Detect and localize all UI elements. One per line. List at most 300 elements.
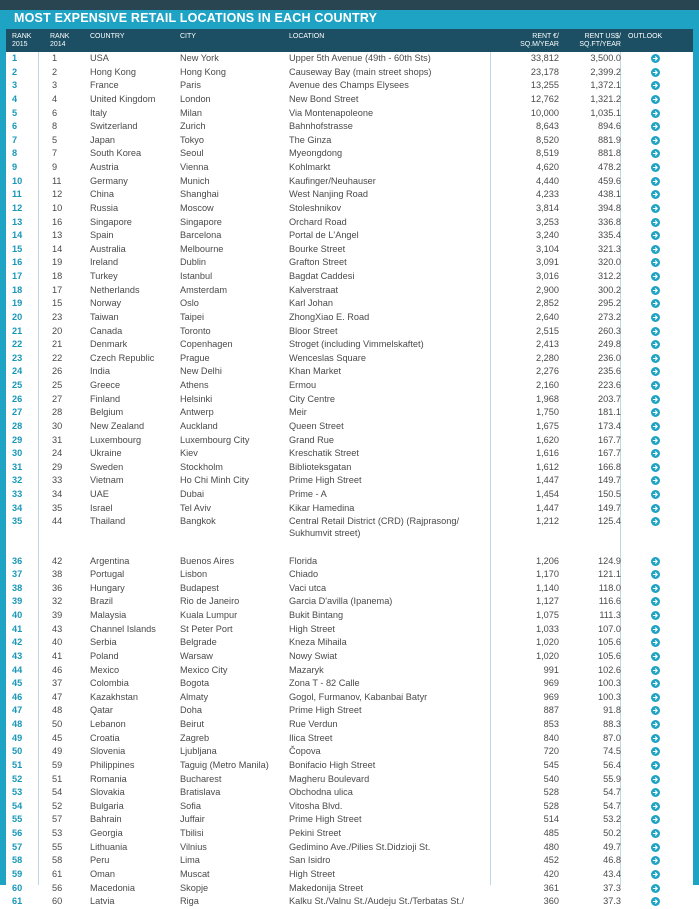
- country-cell: Greece: [90, 380, 121, 390]
- rank-2015-cell: 17: [12, 271, 23, 281]
- rank-2015-cell: 27: [12, 407, 23, 418]
- arrow-circle-right-icon: [651, 313, 660, 322]
- rent-usd-cell: 53.2: [603, 814, 621, 825]
- arrow-circle-right-icon: [651, 815, 660, 824]
- rent-eur-cell: 1,170: [536, 569, 559, 580]
- rent-usd-cell: 102.6: [598, 664, 621, 675]
- arrow-circle-right-icon: [651, 829, 660, 838]
- rent-eur-cell: 540: [543, 773, 559, 784]
- rent-usd-cell: 121.1: [598, 569, 621, 580]
- table-row: [6, 841, 693, 855]
- city-cell: Vilnius: [180, 841, 207, 852]
- rank-2014-cell: 51: [52, 773, 63, 784]
- arrow-circle-right-icon: [651, 204, 660, 213]
- rank-2014-cell: 1: [52, 53, 58, 63]
- rank-2015-cell: 31: [12, 461, 23, 472]
- location-cell: Stroget (including Vimmelskaftet): [289, 339, 424, 350]
- table-row: [6, 284, 693, 298]
- country-cell: Romania: [90, 773, 127, 784]
- rent-eur-cell: 23,178: [530, 66, 559, 77]
- rent-usd-cell: 336.8: [598, 216, 621, 227]
- city-cell: Antwerp: [180, 407, 214, 418]
- arrow-circle-right-icon: [651, 666, 660, 675]
- arrow-circle-right-icon: [651, 584, 660, 593]
- rent-eur-cell: 10,000: [530, 107, 559, 118]
- rank-2015-cell: 45: [12, 678, 23, 689]
- rent-usd-cell: 88.3: [603, 719, 621, 729]
- arrow-circle-right-icon: [651, 422, 660, 431]
- city-cell: Istanbul: [180, 271, 213, 281]
- rank-2014-cell: 5: [52, 134, 58, 145]
- country-cell: Lithuania: [90, 841, 128, 852]
- location-cell: Čopova: [289, 746, 321, 757]
- rank-2014-cell: 55: [52, 841, 63, 852]
- rank-2014-cell: 35: [52, 502, 63, 513]
- arrow-circle-right-icon: [651, 218, 660, 227]
- city-cell: Dublin: [180, 257, 207, 268]
- rank-2015-cell: 43: [12, 650, 23, 661]
- rent-eur-cell: 3,016: [536, 271, 559, 281]
- table-row: [6, 759, 693, 773]
- rank-2015-cell: 34: [12, 502, 23, 513]
- rent-usd-cell: 167.7: [598, 448, 621, 459]
- rent-eur-cell: 12,762: [530, 93, 559, 104]
- location-cell: Vaci utca: [289, 582, 327, 593]
- rent-usd-cell: 1,372.1: [590, 80, 621, 91]
- location-cell: Kaufinger/Neuhauser: [289, 175, 376, 186]
- rank-2014-cell: 60: [52, 896, 63, 907]
- table-row: [6, 93, 693, 107]
- rent-eur-cell: 480: [543, 841, 559, 852]
- arrow-circle-right-icon: [651, 517, 660, 526]
- header-outlook: OUTLOOK: [628, 33, 663, 40]
- rank-2014-cell: 21: [52, 339, 63, 350]
- country-cell: Japan: [90, 134, 116, 145]
- location-cell: Meir: [289, 407, 307, 418]
- rent-usd-cell: 111.3: [599, 610, 621, 620]
- arrow-circle-right-icon: [651, 870, 660, 879]
- city-cell: Doha: [180, 705, 202, 716]
- location-cell: Garcia D'avilla (Ipanema): [289, 596, 393, 607]
- rank-2014-cell: 28: [52, 407, 63, 418]
- location-cell: Prime High Street: [289, 705, 362, 716]
- table-row: [6, 107, 693, 121]
- city-cell: London: [180, 93, 211, 104]
- city-cell: New Delhi: [180, 366, 222, 377]
- location-cell: Kalverstraat: [289, 284, 339, 295]
- country-cell: UAE: [90, 489, 109, 499]
- rank-2015-cell: 11: [12, 189, 22, 200]
- arrow-circle-right-icon: [651, 54, 660, 63]
- city-cell: St Peter Port: [180, 623, 233, 634]
- country-cell: Ukraine: [90, 448, 122, 459]
- rent-usd-cell: 235.6: [598, 366, 621, 377]
- city-cell: Sofia: [180, 800, 201, 811]
- table-row: [6, 52, 693, 66]
- rent-usd-cell: 55.9: [603, 773, 621, 784]
- country-cell: Colombia: [90, 678, 129, 689]
- rank-2014-cell: 20: [52, 325, 63, 336]
- location-cell: Kohlmarkt: [289, 162, 331, 172]
- table-row: [6, 555, 693, 569]
- rank-2015-cell: 9: [12, 162, 18, 172]
- rank-2014-cell: 52: [52, 800, 63, 811]
- country-cell: Denmark: [90, 339, 128, 350]
- rent-eur-cell: 2,280: [536, 352, 559, 363]
- rank-2014-cell: 14: [52, 243, 63, 254]
- city-cell: Beirut: [180, 719, 205, 729]
- city-cell: Belgrade: [180, 637, 217, 648]
- country-cell: Portugal: [90, 569, 125, 580]
- rank-2014-cell: 10: [52, 202, 63, 213]
- country-cell: Macedonia: [90, 882, 135, 893]
- table-row: [6, 650, 693, 664]
- rent-usd-cell: 87.0: [603, 732, 621, 743]
- table-row: [6, 311, 693, 325]
- rent-eur-cell: 3,091: [536, 257, 559, 268]
- rent-eur-cell: 8,519: [536, 148, 559, 159]
- arrow-circle-right-icon: [651, 490, 660, 499]
- rank-2014-cell: 2: [52, 66, 58, 77]
- city-cell: Vienna: [180, 162, 209, 172]
- country-cell: France: [90, 80, 119, 91]
- rank-2014-cell: 25: [52, 380, 63, 390]
- country-cell: Channel Islands: [90, 623, 156, 634]
- arrow-circle-right-icon: [651, 231, 660, 240]
- rank-2015-cell: 19: [12, 298, 23, 309]
- rank-2014-cell: 38: [52, 569, 63, 580]
- location-cell: Kreschatik Street: [289, 448, 359, 459]
- city-cell: Mexico City: [180, 664, 228, 675]
- rank-2015-cell: 12: [12, 202, 23, 213]
- rank-2015-cell: 2: [12, 66, 18, 77]
- rent-usd-cell: 54.7: [603, 800, 621, 811]
- rank-2015-cell: 7: [12, 134, 18, 145]
- rent-eur-cell: 4,620: [536, 162, 559, 172]
- location-cell: Prime High Street: [289, 475, 362, 486]
- rent-usd-cell: 881.8: [598, 148, 621, 159]
- table-row: [6, 664, 693, 678]
- city-cell: Tokyo: [180, 134, 204, 145]
- arrow-circle-right-icon: [651, 775, 660, 784]
- country-cell: India: [90, 366, 110, 377]
- table-row: [6, 623, 693, 637]
- rent-usd-cell: 236.0: [598, 352, 621, 363]
- table-row: [6, 256, 693, 270]
- country-cell: Spain: [90, 230, 114, 241]
- country-cell: Qatar: [90, 705, 113, 716]
- arrow-circle-right-icon: [651, 693, 660, 702]
- rank-2014-cell: 49: [52, 746, 63, 757]
- rank-2015-cell: 15: [12, 243, 23, 254]
- rank-2015-cell: 55: [12, 814, 23, 825]
- country-cell: New Zealand: [90, 420, 145, 431]
- rank-2015-cell: 35: [12, 516, 23, 527]
- rank-2015-cell: 61: [12, 896, 23, 907]
- location-cell: Kneza Mihaila: [289, 637, 347, 648]
- rent-eur-cell: 514: [543, 814, 559, 825]
- top-frame-band: [0, 0, 699, 10]
- rank-2014-cell: 24: [52, 448, 63, 459]
- rent-eur-cell: 4,440: [536, 175, 559, 186]
- rent-usd-cell: 3,500.0: [590, 53, 621, 63]
- rent-usd-cell: 1,035.1: [590, 107, 621, 118]
- city-cell: Taipei: [180, 311, 205, 322]
- arrow-circle-right-icon: [651, 190, 660, 199]
- rent-eur-cell: 840: [543, 732, 559, 743]
- location-cell: Bukit Bintang: [289, 610, 344, 620]
- rent-eur-cell: 1,750: [536, 407, 559, 418]
- rent-eur-cell: 3,104: [536, 243, 559, 254]
- city-cell: Stockholm: [180, 461, 223, 472]
- country-cell: Germany: [90, 175, 128, 186]
- table-row: [6, 202, 693, 216]
- rent-eur-cell: 853: [543, 719, 559, 729]
- table-row: [6, 704, 693, 718]
- header-rank-2015: RANK 2015: [12, 33, 32, 48]
- arrow-circle-right-icon: [651, 504, 660, 513]
- country-cell: Mexico: [90, 664, 120, 675]
- rent-usd-cell: 2,399.2: [590, 66, 621, 77]
- location-cell: Orchard Road: [289, 216, 347, 227]
- country-cell: China: [90, 189, 115, 200]
- right-frame-border: [693, 29, 699, 885]
- rent-usd-cell: 100.3: [598, 678, 621, 689]
- table-row: [6, 447, 693, 461]
- table-row: [6, 502, 693, 516]
- location-cell: Rue Verdun: [289, 719, 338, 729]
- rent-usd-cell: 881.9: [598, 134, 621, 145]
- rent-usd-cell: 249.8: [598, 339, 621, 350]
- location-cell: Obchodna ulica: [289, 787, 353, 798]
- rent-eur-cell: 2,852: [536, 298, 559, 309]
- table-row: [6, 595, 693, 609]
- rent-usd-cell: 37.3: [603, 882, 621, 893]
- city-cell: Muscat: [180, 868, 210, 879]
- city-cell: Warsaw: [180, 650, 213, 661]
- location-cell: Bourke Street: [289, 243, 346, 254]
- rank-2014-cell: 33: [52, 475, 63, 486]
- rank-2015-cell: 13: [12, 216, 23, 227]
- location-cell: Karl Johan: [289, 298, 333, 309]
- rank-2014-cell: 26: [52, 366, 63, 377]
- rank-2014-cell: 36: [52, 582, 63, 593]
- rank-2015-cell: 41: [12, 623, 23, 634]
- header-location: LOCATION: [289, 33, 325, 40]
- arrow-circle-right-icon: [651, 856, 660, 865]
- location-cell: Ilica Street: [289, 732, 333, 743]
- rent-eur-cell: 2,640: [536, 311, 559, 322]
- rank-2015-cell: 57: [12, 841, 23, 852]
- rent-eur-cell: 4,233: [536, 189, 559, 200]
- country-cell: Slovenia: [90, 746, 126, 757]
- country-cell: Croatia: [90, 732, 120, 743]
- city-cell: New York: [180, 53, 219, 63]
- rank-2015-cell: 44: [12, 664, 23, 675]
- arrow-circle-right-icon: [651, 177, 660, 186]
- table-row: [6, 406, 693, 420]
- rent-usd-cell: 56.4: [603, 759, 621, 770]
- location-cell: Gedimino Ave./Pilies St.Didzioji St.: [289, 841, 431, 852]
- rent-eur-cell: 3,240: [536, 230, 559, 241]
- rent-usd-cell: 149.7: [598, 502, 621, 513]
- country-cell: Italy: [90, 107, 107, 118]
- table-row: [6, 515, 693, 542]
- location-cell: Causeway Bay (main street shops): [289, 66, 432, 77]
- table-row: [6, 134, 693, 148]
- rent-eur-cell: 1,206: [536, 555, 559, 566]
- country-cell: Ireland: [90, 257, 119, 268]
- rank-2015-cell: 28: [12, 420, 23, 431]
- country-cell: Serbia: [90, 637, 117, 648]
- arrow-circle-right-icon: [651, 463, 660, 472]
- rank-2014-cell: 17: [52, 284, 63, 295]
- rent-usd-cell: 335.4: [598, 230, 621, 241]
- rank-2014-cell: 6: [52, 107, 58, 118]
- rank-2014-cell: 46: [52, 664, 63, 675]
- table-row: [6, 229, 693, 243]
- rent-usd-cell: 105.6: [598, 650, 621, 661]
- arrow-circle-right-icon: [651, 788, 660, 797]
- rank-2015-cell: 58: [12, 855, 23, 866]
- country-cell: USA: [90, 53, 109, 63]
- rent-eur-cell: 1,616: [536, 448, 559, 459]
- country-cell: Argentina: [90, 555, 130, 566]
- city-cell: Bangkok: [180, 516, 216, 527]
- country-cell: Vietnam: [90, 475, 124, 486]
- rank-2014-cell: 9: [52, 162, 58, 172]
- country-cell: Brazil: [90, 596, 113, 607]
- city-cell: Luxembourg City: [180, 434, 250, 445]
- rent-eur-cell: 420: [543, 868, 559, 879]
- rent-usd-cell: 49.7: [603, 841, 621, 852]
- arrow-circle-right-icon: [651, 95, 660, 104]
- rank-2014-cell: 22: [52, 352, 63, 363]
- rank-2014-cell: 43: [52, 623, 63, 634]
- location-cell: Vitosha Blvd.: [289, 800, 343, 811]
- rent-usd-cell: 107.0: [598, 623, 621, 634]
- rent-eur-cell: 720: [543, 746, 559, 757]
- arrow-circle-right-icon: [651, 843, 660, 852]
- rent-usd-cell: 203.7: [598, 393, 621, 404]
- rent-eur-cell: 2,515: [536, 325, 559, 336]
- location-cell: ZhongXiao E. Road: [289, 311, 370, 322]
- rent-usd-cell: 150.5: [598, 489, 621, 499]
- city-cell: Zagreb: [180, 732, 210, 743]
- rank-2015-cell: 50: [12, 746, 23, 757]
- rank-2014-cell: 41: [52, 650, 63, 661]
- country-cell: Australia: [90, 243, 126, 254]
- country-cell: Peru: [90, 855, 110, 866]
- rank-2015-cell: 54: [12, 800, 23, 811]
- rent-eur-cell: 1,033: [536, 623, 559, 634]
- rank-2014-cell: 61: [52, 868, 63, 879]
- city-cell: Athens: [180, 380, 209, 390]
- table-row: [6, 568, 693, 582]
- country-cell: Lebanon: [90, 719, 126, 729]
- rank-2014-cell: 30: [52, 420, 63, 431]
- rank-2014-cell: 32: [52, 596, 63, 607]
- table-row: [6, 882, 693, 896]
- city-cell: Moscow: [180, 202, 214, 213]
- rank-2014-cell: 23: [52, 311, 63, 322]
- rent-usd-cell: 1,321.2: [590, 93, 621, 104]
- city-cell: Shanghai: [180, 189, 219, 200]
- arrow-circle-right-icon: [651, 638, 660, 647]
- location-cell: Kikar Hamedina: [289, 502, 355, 513]
- rank-2015-cell: 25: [12, 380, 23, 390]
- country-cell: Latvia: [90, 896, 115, 907]
- table-row: [6, 732, 693, 746]
- rank-2014-cell: 19: [52, 257, 63, 268]
- location-cell: Grafton Street: [289, 257, 347, 268]
- rank-2015-cell: 8: [12, 148, 18, 159]
- city-cell: Copenhagen: [180, 339, 233, 350]
- location-cell: Bagdat Caddesi: [289, 271, 355, 281]
- city-cell: Buenos Aires: [180, 555, 235, 566]
- rank-2015-cell: 38: [12, 582, 23, 593]
- country-cell: Switzerland: [90, 121, 138, 132]
- location-cell: Wenceslas Square: [289, 352, 366, 363]
- country-cell: Singapore: [90, 216, 132, 227]
- city-cell: Bucharest: [180, 773, 222, 784]
- city-cell: Budapest: [180, 582, 219, 593]
- rent-usd-cell: 438.1: [598, 189, 621, 200]
- rent-eur-cell: 991: [543, 664, 559, 675]
- rent-usd-cell: 478.2: [598, 162, 621, 172]
- rent-eur-cell: 1,454: [536, 489, 559, 499]
- table-row: [6, 365, 693, 379]
- rank-2015-cell: 3: [12, 80, 18, 91]
- rank-2015-cell: 48: [12, 719, 23, 729]
- rank-2014-cell: 12: [52, 189, 63, 200]
- rent-eur-cell: 887: [543, 705, 559, 716]
- page-title: MOST EXPENSIVE RETAIL LOCATIONS IN EACH COUNTRY: [14, 11, 378, 25]
- rent-usd-cell: 167.7: [598, 434, 621, 445]
- city-cell: Melbourne: [180, 243, 224, 254]
- city-cell: Oslo: [180, 298, 199, 309]
- location-cell: Prime High Street: [289, 814, 362, 825]
- country-cell: Israel: [90, 502, 113, 513]
- table-row: [6, 895, 693, 909]
- location-cell: High Street: [289, 868, 335, 879]
- country-cell: Sweden: [90, 461, 124, 472]
- location-cell: Ermou: [289, 380, 317, 390]
- rent-usd-cell: 91.8: [603, 705, 621, 716]
- rank-2014-cell: 40: [52, 637, 63, 648]
- header-rent-usd: RENT US$/ SQ.FT/YEAR: [579, 33, 621, 48]
- rank-2015-cell: 21: [12, 325, 23, 336]
- table-row: [6, 393, 693, 407]
- country-cell: Taiwan: [90, 311, 119, 322]
- rent-eur-cell: 2,160: [536, 380, 559, 390]
- table-row: [6, 474, 693, 488]
- table-header: [6, 29, 693, 52]
- table-row: [6, 868, 693, 882]
- location-cell: The Ginza: [289, 134, 332, 145]
- city-cell: Barcelona: [180, 230, 222, 241]
- arrow-circle-right-icon: [651, 109, 660, 118]
- rank-2014-cell: 45: [52, 732, 63, 743]
- arrow-circle-right-icon: [651, 802, 660, 811]
- arrow-circle-right-icon: [651, 611, 660, 620]
- rent-usd-cell: 173.4: [598, 420, 621, 431]
- arrow-circle-right-icon: [651, 408, 660, 417]
- table-row: [6, 773, 693, 787]
- table-row: [6, 147, 693, 161]
- rent-eur-cell: 545: [543, 759, 559, 770]
- country-cell: Hong Kong: [90, 66, 136, 77]
